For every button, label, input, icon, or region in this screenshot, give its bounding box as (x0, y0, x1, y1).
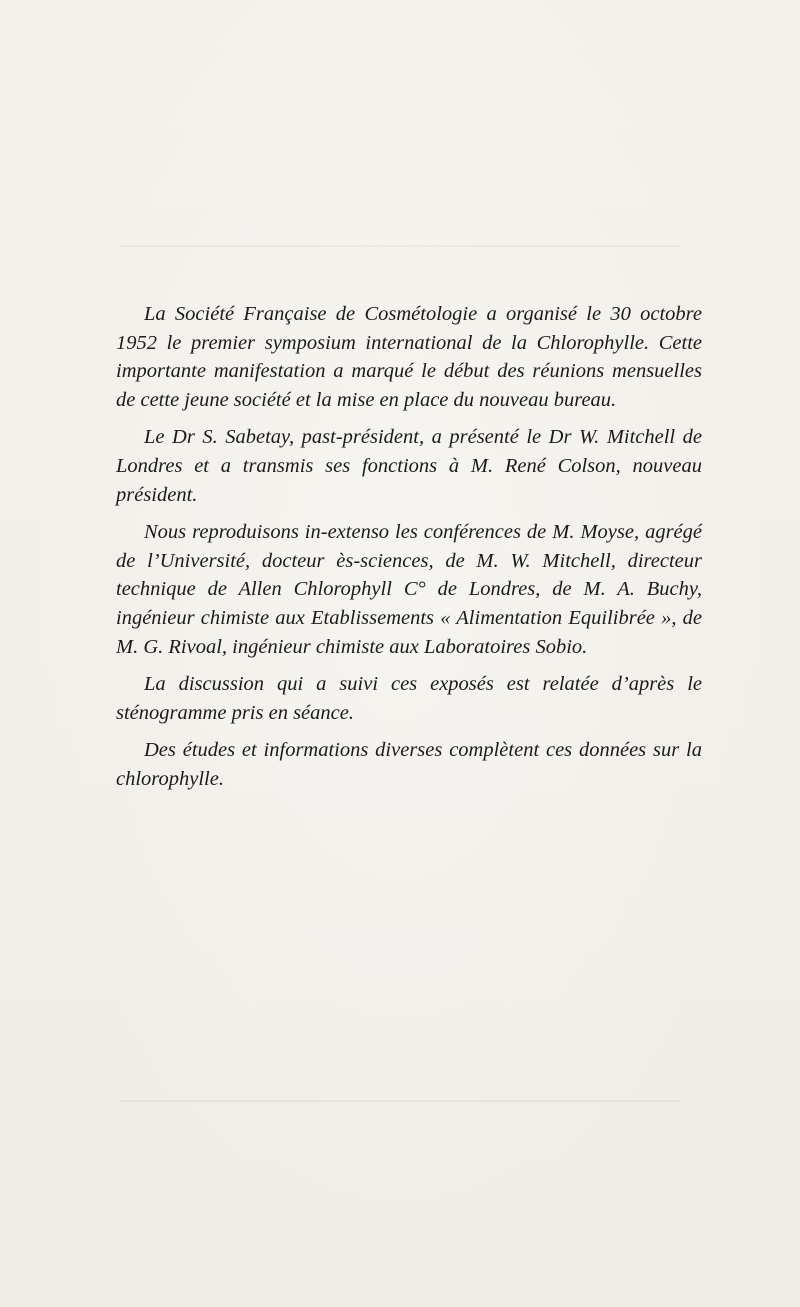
paragraph-conferences: Nous reproduisons in-extenso les conférences de M. Moyse, agrégé de l’Université, docteur ès-sciences, de M. W. Mitchell, directeur technique de Allen Chlorophyll C° de Londres, de M. A. Buchy, ingénieur chimiste aux Etablissements « Alimentation Equilibrée », de M. G. Rivoal, ingénieur chimiste aux Laboratoires Sobio. (116, 521, 702, 658)
paragraph-discussion: La discussion qui a suivi ces exposés est relatée d’après le sténogramme pris en séance. (116, 673, 702, 724)
paragraph-presidency: Le Dr S. Sabetay, past-président, a présenté le Dr W. Mitchell de Londres et a transmis ses fonctions à M. René Colson, nouveau président. (116, 426, 702, 506)
intro-text (116, 300, 702, 803)
paragraph-studies: Des études et informations diverses complètent ces données sur la chlorophylle. (116, 739, 702, 790)
show-through-rule (120, 1100, 680, 1102)
show-through-rule (120, 245, 680, 247)
paragraph-symposium: La Société Française de Cosmétologie a organisé le 30 octobre 1952 le premier symposium international de la Chlorophylle. Cette importante manifestation a marqué le début des réunions mensuelles de cette jeune société et la mise en place du nouveau bureau. (116, 303, 702, 411)
